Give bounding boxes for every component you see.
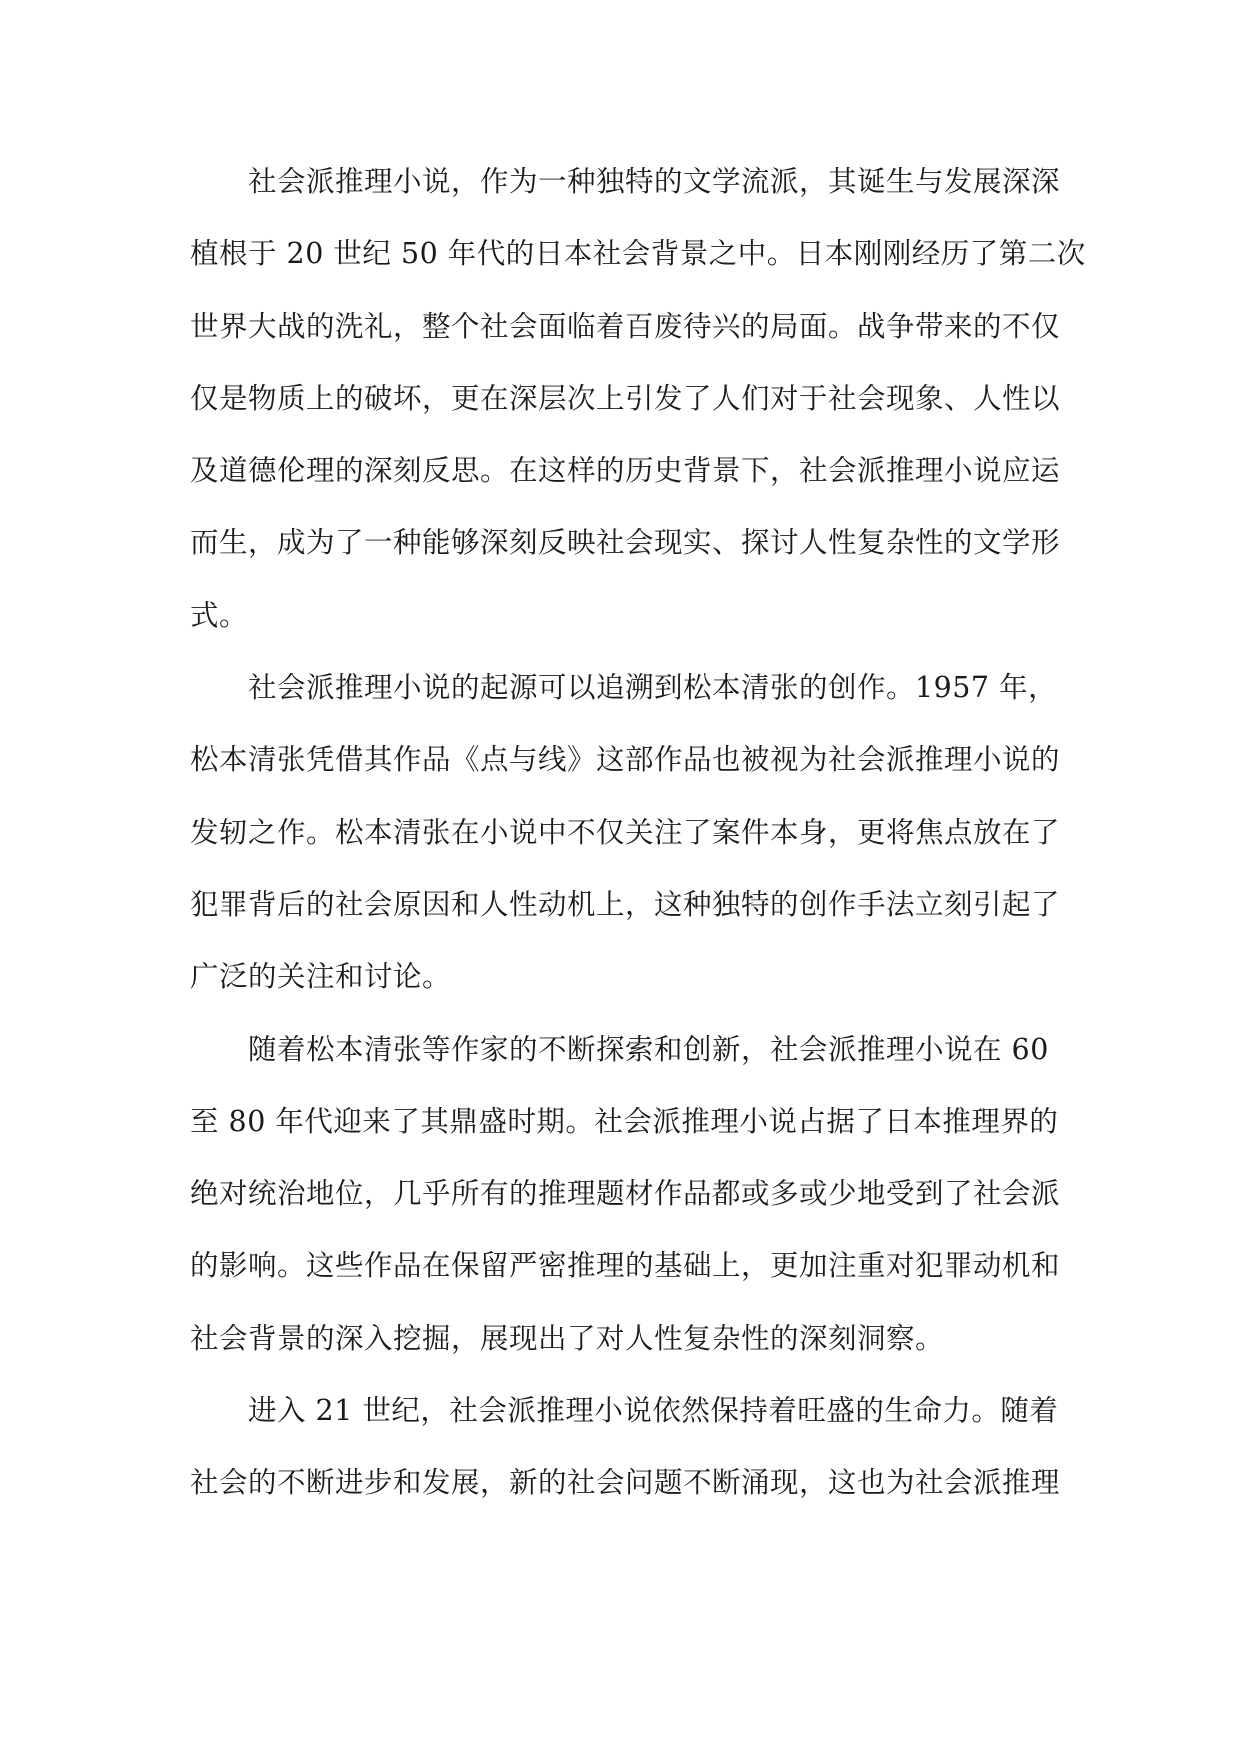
text-line: 社会背景的深入挖掘，展现出了对人性复杂性的深刻洞察。 — [190, 1321, 945, 1355]
text-line: 社会派推理小说，作为一种独特的文学流派，其诞生与发展深深 — [248, 165, 1061, 198]
text-line: 社会派推理小说的起源可以追溯到松本清张的创作。1957 年， — [248, 671, 1058, 705]
text-line: 式。 — [190, 598, 249, 632]
text-line: 广泛的关注和讨论。 — [190, 960, 452, 994]
text-line: 随着松本清张等作家的不断探索和创新，社会派推理小说在 60 — [248, 1032, 1049, 1066]
text-line: 仅是物质上的破坏，更在深层次上引发了人们对于社会现象、人性以 — [190, 381, 1061, 415]
text-line: 发轫之作。松本清张在小说中不仅关注了案件本身，更将焦点放在了 — [190, 815, 1061, 849]
text-line: 而生，成为了一种能够深刻反映社会现实、探讨人性复杂性的文学形 — [190, 526, 1061, 560]
text-line: 松本清张凭借其作品《点与线》这部作品也被视为社会派推理小说的 — [190, 743, 1061, 777]
body-text — [190, 146, 1086, 1520]
text-line: 绝对统治地位，几乎所有的推理题材作品都或多或少地受到了社会派 — [190, 1177, 1061, 1211]
text-line: 及道德伦理的深刻反思。在这样的历史背景下，社会派推理小说应运 — [190, 454, 1061, 488]
text-line: 社会的不断进步和发展，新的社会问题不断涌现，这也为社会派推理 — [190, 1466, 1061, 1500]
text-line: 犯罪背后的社会原因和人性动机上，这种独特的创作手法立刻引起了 — [190, 887, 1061, 921]
text-line: 进入 21 世纪，社会派推理小说依然保持着旺盛的生命力。随着 — [248, 1394, 1059, 1428]
text-line: 植根于 20 世纪 50 年代的日本社会背景之中。日本刚刚经历了第二次 — [190, 237, 1086, 271]
text-line: 世界大战的洗礼，整个社会面临着百废待兴的局面。战争带来的不仅 — [190, 309, 1061, 343]
text-line: 的影响。这些作品在保留严密推理的基础上，更加注重对犯罪动机和 — [190, 1249, 1061, 1283]
text-line: 至 80 年代迎来了其鼎盛时期。社会派推理小说占据了日本推理界的 — [190, 1104, 1059, 1138]
